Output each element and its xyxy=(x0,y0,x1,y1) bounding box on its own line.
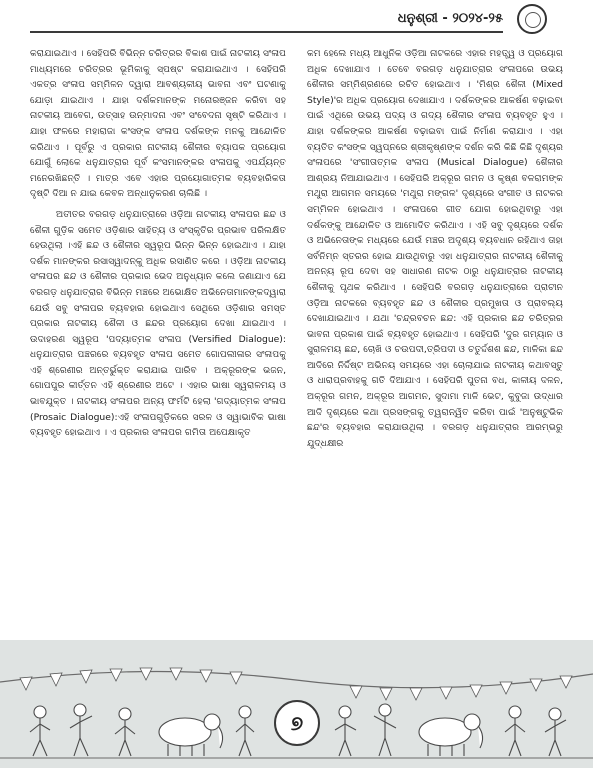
paragraph: କରାଯାଇଥାଏ । ସେହିପରି ବିଭିନ୍ନ ଚରିତ୍ରର ବିକାଶ ପାଇଁ ନାଟକୀୟ ସଂଳାପ ମାଧ୍ୟମରେ ଚରିତ୍ରର ଭୂମିକାକୁ ସ୍ପଷ୍ଟ କରାଯାଇଥାଏ । ସେହିପରି ଏକତ୍ର ସଂଳାପ ସମ୍ମିଳନ ଦ୍ୱାରା ଆବଶ୍ୟକୀୟ ଭାବନା ଏବଂ ଘଟଣାକୁ ଯୋଡ଼ା ଯାଇଥାଏ । ଯାହା ଦର୍ଶକମାନଙ୍କ ମନୋରଞ୍ଜନ କରିବା ସହ ନାଟକୀୟ ଆବେଗ, ଉତ୍ସାହ ଉନ୍ମାଦନା ଏବଂ ସଂବେଦନା ସୃଷ୍ଟି କରିଥାଏ । ଯାହା ଫଳରେ ମହାରାଜା କଂସଙ୍କ ସଂଳାପ ଦର୍ଶକଙ୍କ ମନକୁ ଆନ୍ଦୋଳିତ କରିଥାଏ । ପୂର୍ବରୁ ଏ ପ୍ରକାର ନାଟକୀୟ ଶୈଳୀର ବ୍ୟାପକ ପ୍ରୟୋଗ ଯୋଗୁଁ ଲୋକେ ଧନୁଯାତ୍ରାର ପୂର୍ବ କଂସମାନଙ୍କର ସଂଳାପକୁ ଏପର୍ଯ୍ୟନ୍ତ ମନେରଖିଛନ୍ତି । ମାତ୍ର ଏବେ ଏହାର ପ୍ରୟୋଗାତ୍ମକ ବ୍ୟବହାରିକତା ଦୃଷ୍ଟି ଦିଆ ନ ଯାଇ କେବଳ ଅନ୍ଧାନୁକରଣ ଚାଲିଛି । xyxy=(30,48,286,200)
emblem-icon xyxy=(517,4,547,34)
page-number: ୭ xyxy=(274,700,320,746)
running-title: ଧନୁଶ୍ରୀ - ୨୦୨୪-୨୫ xyxy=(397,11,503,26)
right-column xyxy=(307,46,563,582)
paragraph: ଅତୀତର ବରଗଡ଼ ଧନୁଯାତ୍ରାରେ ଓଡ଼ିଆ ନାଟକୀୟ ସଂଳାପର ଛନ୍ଦ ଓ ଶୈଳୀ ଗୁଡ଼ିକ ସମେତ ଓଡ଼ିଶାର ସାହିତ୍ୟ ଓ ସଂସ୍କୃତିର ପ୍ରଭାବ ପରିଲକ୍ଷିତ ହେଉଥିଲା ।ଏହି ଛନ୍ଦ ଓ ଶୈଳୀର ସ୍ୱରୂପ ଭିନ୍ନ ଭିନ୍ନ ହୋଇଥାଏ । ଯାହା ଦର୍ଶକ ମାନଙ୍କର ରସାସ୍ୱାଦନ୍କୁ ଅଧିକ ରସାଣିତ କରେ । ଓଡ଼ିଆ ନାଟକୀୟ ସଂଳାପର ଛନ୍ଦ ଓ ଶୈଳୀର ପ୍ରକାର ଭେଦ ଅନୁଧ୍ୟାନ କଲେ ଜଣାଯାଏ ଯେ ବରଗଡ଼ ଧନୁଯାତ୍ରାର ବିଭିନ୍ନ ମଞ୍ଚରେ ଅଭୋକ୍ଷିତ ଅଭିନେତାମାନଙ୍କଦ୍ୱାରା ଯେଉଁ ସବୁ ସଂଳାପର ବ୍ୟବହାର ହୋଇଥାଏ ସେଥିରେ ଓଡ଼ିଶାର ସମସ୍ତ ପ୍ରକାର ନାଟକୀୟ ଶୈଳୀ ଓ ଛନ୍ଦର ପ୍ରୟୋଗ ଦେଖା ଯାଇଥାଏ । ଉଦାହରଣ ସ୍ୱରୂପ 'ପଦ୍ୟାତ୍ମକ ସଂଳାପ (Versified Dialogue): ଧନୁଯାତ୍ରାର ପଞ୍ଚରରେ ବ୍ୟବହୃତ ସଂଳାପ ସମେତ ଗୋପଲୀଳାର ସଂଳାପକୁ ଏହି ଶ୍ରେଣୀର ଅନ୍ତର୍ଭୁକ୍ତ କରାଯାଇ ପାରିବ । ଅକ୍ରୂରଙ୍କ ଭଜନ, ଗୋପପୁର କୀର୍ତ୍ତନ ଏହି ଶ୍ରେଣୀର ଅଟେ । ଏହାର ଭାଷା ସ୍ୱରାଳମୟ ଓ ଭାବଯୁକ୍ତ । ନାଟକୀୟ ସଂଳାପର ଅନ୍ୟ ଫର୍ମଟି ହେଲା 'ଗଦ୍ୟାତ୍ମକ ସଂଳାପ (Prosaic Dialogue):ଏହି ସଂଳାପଗୁଡ଼ିକରେ ସରଳ ଓ ସ୍ୱାଭାବିକ ଭାଷା ବ୍ୟବହୃତ ହୋଇଥାଏ । ଏ ପ୍ରକାର ସଂଳାପର ଗମିତା ଅପେକ୍ଷାକୃତ xyxy=(30,208,286,439)
paragraph: କମ ହେଲେ ମଧ୍ୟ ଆଧୁନିକ ଓଡ଼ିଆ ନାଟକରେ ଏହାର ମହତ୍ତ୍ୱ ଓ ପ୍ରୟୋଗ ଅଧିକ ଦେଖାଯାଏ । ତେବେ ବରଗଡ଼ ଧନୁଯାତ୍ରାର ସଂଳାପରେ ଉଭୟ ଶୈଳୀର ସମ୍ମିଶ୍ରଣରେ ରଚିତ ହୋଇଥାଏ । 'ମିଶ୍ର ଶୈଳୀ (Mixed Style)'ର ଅଧିକ ପ୍ରୟୋଗ ଦେଖାଯାଏ । ଦର୍ଶକଙ୍କର ଆକର୍ଷଣ ବଢ଼ାଇବା ପାଇଁ ଏଥିରେ ଉଭୟ ପଦ୍ୟ ଓ ଗଦ୍ୟ ଶୈଳୀର ସଂଳାପ ବ୍ୟବହୃତ ହୁଏ । ଯାହା ଦର୍ଶକଙ୍କର ଆକର୍ଷଣ ବଢ଼ାଇବା ପାଇଁ ନିର୍ମାଣ କରାଯାଏ । ଏହା ବ୍ୟତିତ କଂସଙ୍କ ସ୍ୱପ୍ନରେ ଶ୍ରୀକୃଷ୍ଣଙ୍କ ଦର୍ଶନ କରି କିଛି କିଛି ଦୃଶ୍ୟର ସଂଳାପରେ 'ସଂଗୀତାତ୍ମକ ସଂଳାପ (Musical Dialogue) ଶୈଳୀର ଆଶ୍ରୟ ନିଆଯାଇଥାଏ । ସେହିପରି ଅକ୍ରୂର ଗମନ ଓ କୃଷ୍ଣ ବଳରାମଙ୍କ ମଥୁରା ଆଗମନ ସମୟରେ 'ମଥୁରା ମଙ୍ଗଳ' ଦୃଶ୍ୟରେ ସଂଗୀତ ଓ ନାଟକର ସମ୍ମିଳନ ହୋଇଥାଏ । ସଂଳାପରେ ଗୀତ ଯୋଗ ହୋଇଥିବାରୁ ଏହା ଦର୍ଶକଙ୍କୁ ଆନ୍ଦୋଳିତ ଓ ଆମୋଦିତ କରିଥାଏ । ଏହି ସବୁ ଦୃଶ୍ୟରେ ଦର୍ଶକ ଓ ଅଭିନେତାଙ୍କ ମଧ୍ୟରେ ଯେଉଁ ମଞ୍ଚର ଅଦୃଶ୍ୟ ବ୍ୟବଧାନ ରହିଥାଏ ତାହା ସର୍ବନିମ୍ନ ସ୍ତରର ହୋଇ ଯାଉଥିବାରୁ ଏହା ଧନୁଯାତ୍ରାର ନାଟକୀୟ ଶୈଳୀକୁ ଅନନ୍ୟ ରୂପ ଦେବା ସହ ସାଧାରଣ ନାଟକ ଠାରୁ ଧନୁଯାତ୍ରାର ନାଟକୀୟ ଶୈଳୀକୁ ପୃଥକ କରିଥାଏ । ସେହିପରି ବରଗଡ଼ ଧନୁଯାତ୍ରାରେ ପ୍ରାଚୀନ ଓଡ଼ିଆ ନାଟକରେ ବ୍ୟବହୃତ ଛନ୍ଦ ଓ ଶୈଳୀର ପ୍ରମୁଖତା ଓ ପ୍ରାବଲ୍ୟ ଦେଖାଯାଇଥାଏ । ଯଥା 'ଚନ୍ଦ୍ରବଚନ ଛନ୍ଦ: ଏହି ପ୍ରକାର ଛନ୍ଦ ଚରିତ୍ରର ଭାବନା ପ୍ରକାଶ ପାଇଁ ବ୍ୟବହୃତ ହୋଇଥାଏ । ସେହିପରି 'ଦୁର ଗମ୍ୟାନ ଓ ସୁରାଳମୟ ଛନ୍ଦ, ଚୋଖି ଓ ଚଉପଦୀ,ତ୍ରିପଦୀ ଓ ଚତୁର୍ଦ୍ଦଶଶ ଛନ୍ଦ, ମାଳିକା ଛନ୍ଦ ଆଦିରେ ନିର୍ଦ୍ଦିଷ୍ଟ ଅଭିନୟ ସମୟରେ ଏହା ଚୋଲାଯାଇ ନାଟକୀୟ କଥାବସ୍ତୁ ଓ ଧାରାପ୍ରବାହକୁ ଗତି ଦିଆଯାଏ । ସେହିପରି ପୁତନା ବଧ, କାଳୀୟ ଦଳନ, ଅକ୍ରୂର ଗମନ, ଅକ୍ରୂର ଆଗମନ, ସୁଦାମା ମାଳି ଭେଟ, କୁବୁଜା ଉଦ୍ଧାର ଆଦି ଦୃଶ୍ୟରେ କଥା ପ୍ରସଙ୍ଗକୁ ତ୍ୱରାନ୍ୱିତ କରିବା ପାଇଁ 'ଅନୁଷ୍ଟୁଭିକ ଛନ୍ଦ'ର ବ୍ୟବହାର କରାଯାଉଥିଲା । ବରଗଡ଼ ଧନୁଯାତ୍ରାର ଆରମ୍ଭରୁ ଯୁଦ୍ଧକ୍ଷୀର xyxy=(307,48,563,449)
left-column xyxy=(30,46,286,582)
page-header xyxy=(0,0,593,40)
header-rule xyxy=(30,31,503,33)
